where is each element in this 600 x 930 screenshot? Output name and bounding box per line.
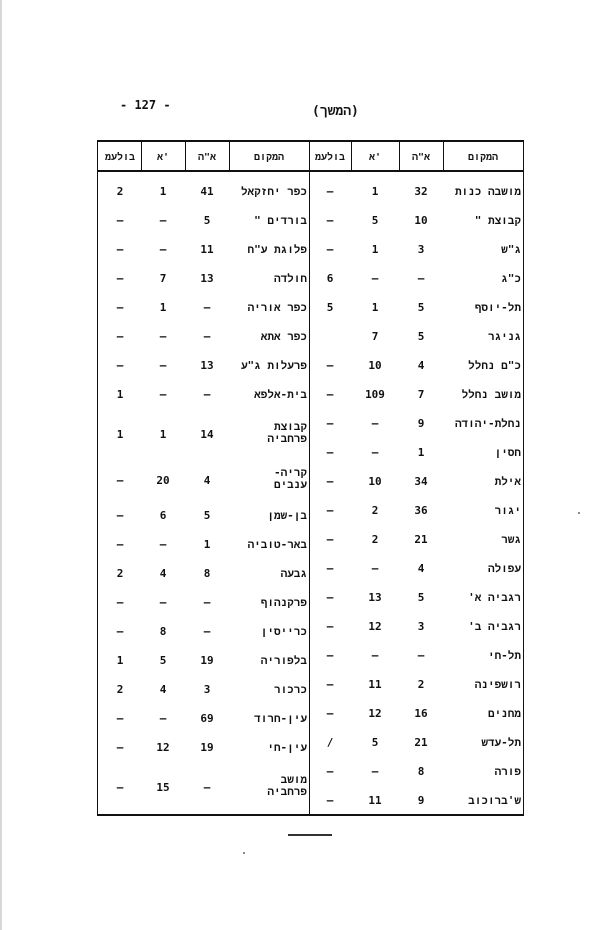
boletz-value: — — [326, 243, 334, 256]
aleph-value: 109 — [365, 388, 385, 401]
aleph-value: 1 — [159, 185, 167, 198]
continued-header: (המשך) — [312, 104, 359, 119]
aleph-heh-value: 5 — [203, 509, 211, 522]
header-bottom-rule — [97, 170, 524, 172]
column-rule — [229, 140, 230, 170]
place-name: תל-עדש — [481, 736, 521, 749]
boletz-value: — — [116, 509, 124, 522]
boletz-value: — — [326, 620, 334, 633]
boletz-value: — — [326, 185, 334, 198]
boletz-value: — — [326, 765, 334, 778]
aleph-value: 5 — [371, 736, 379, 749]
aleph-value: — — [159, 712, 167, 725]
boletz-value: 1 — [116, 388, 124, 401]
place-name: פרקנהוף — [260, 596, 307, 609]
page-number: - 127 - — [120, 98, 171, 112]
aleph-value: 1 — [159, 428, 167, 441]
column-rule — [351, 140, 352, 170]
boletz-value: — — [326, 649, 334, 662]
column-rule — [309, 140, 310, 816]
column-rule — [443, 140, 444, 170]
aleph-value: 8 — [159, 625, 167, 638]
aleph-value: — — [159, 243, 167, 256]
header-place-left: המקום — [253, 152, 284, 163]
column-rule — [399, 140, 400, 170]
boletz-value: 5 — [326, 301, 334, 314]
place-name: תל-חי — [487, 649, 521, 662]
header-aleph-left: א' — [156, 152, 170, 163]
header-aleph-heh-right: א"ה — [411, 152, 431, 163]
place-name: פורה — [494, 765, 521, 778]
place-name: כפר אוריה — [247, 301, 307, 314]
aleph-heh-value: — — [203, 781, 211, 794]
boletz-value: — — [326, 475, 334, 488]
place-name-line2: פרחביה — [267, 432, 307, 445]
aleph-heh-value: 9 — [417, 794, 425, 807]
aleph-value: — — [159, 330, 167, 343]
aleph-value: 1 — [371, 301, 379, 314]
aleph-heh-value: — — [203, 330, 211, 343]
place-name: חסין — [494, 446, 521, 459]
aleph-heh-value: — — [417, 272, 425, 285]
aleph-value: — — [371, 272, 379, 285]
column-rule — [185, 140, 186, 170]
boletz-value: / — [326, 736, 334, 749]
scan-speck — [243, 852, 245, 854]
column-rule — [141, 140, 142, 170]
place-name: ש'ברוכוב — [468, 794, 521, 807]
aleph-value: — — [371, 446, 379, 459]
aleph-heh-value: — — [417, 649, 425, 662]
scan-speck — [578, 512, 580, 514]
aleph-heh-value: 1 — [417, 446, 425, 459]
aleph-heh-value: 5 — [203, 214, 211, 227]
aleph-heh-value: 10 — [414, 214, 428, 227]
place-name: גבעה — [280, 567, 307, 580]
aleph-value: — — [371, 562, 379, 575]
place-name: עין-חרוד — [254, 712, 307, 725]
table-bottom-rule — [97, 814, 524, 816]
header-boletz-right: בולעמ — [314, 152, 345, 163]
place-name: ג"ש — [501, 243, 521, 256]
place-name: עין-חי — [267, 741, 307, 754]
aleph-heh-value: — — [203, 596, 211, 609]
aleph-value: 11 — [368, 794, 382, 807]
place-name: קריה- — [273, 466, 307, 479]
boletz-value: — — [116, 359, 124, 372]
aleph-heh-value: 3 — [417, 620, 425, 633]
header-place-right: המקום — [467, 152, 498, 163]
place-name: מחנים — [487, 707, 521, 720]
aleph-heh-value: 13 — [200, 272, 214, 285]
place-name: מושבה כנות — [454, 185, 521, 198]
table-top-rule — [97, 140, 524, 142]
aleph-heh-value: 4 — [203, 474, 211, 487]
aleph-value: — — [159, 388, 167, 401]
place-name: נחלת-יהודה — [454, 417, 521, 430]
aleph-heh-value: 21 — [414, 736, 428, 749]
aleph-value: — — [159, 538, 167, 551]
aleph-heh-value: 8 — [203, 567, 211, 580]
place-name: רגביה א' — [468, 591, 521, 604]
page-edge — [0, 0, 2, 930]
place-name: פרעלות ג"ע — [240, 359, 307, 372]
aleph-heh-value: 41 — [200, 185, 214, 198]
place-name: בורדים " — [254, 214, 307, 227]
boletz-value: — — [116, 625, 124, 638]
aleph-value: 6 — [159, 509, 167, 522]
place-name: בית-אלפא — [254, 388, 307, 401]
boletz-value: — — [116, 781, 124, 794]
boletz-value: — — [326, 417, 334, 430]
place-name: קבוצת — [273, 420, 307, 433]
aleph-heh-value: 8 — [417, 765, 425, 778]
aleph-value: 20 — [156, 474, 170, 487]
place-name: בן-שמן — [267, 509, 307, 522]
aleph-heh-value: 5 — [417, 301, 425, 314]
header-aleph-right: א' — [368, 152, 382, 163]
boletz-value: — — [326, 562, 334, 575]
boletz-value: — — [326, 678, 334, 691]
place-name: פלוגת ע"ח — [247, 243, 307, 256]
boletz-value: — — [326, 794, 334, 807]
aleph-heh-value: 36 — [414, 504, 428, 517]
aleph-heh-value: 9 — [417, 417, 425, 430]
aleph-heh-value: 19 — [200, 741, 214, 754]
aleph-heh-value: 34 — [414, 475, 428, 488]
boletz-value: — — [116, 712, 124, 725]
boletz-value: — — [326, 707, 334, 720]
aleph-value: 1 — [371, 185, 379, 198]
place-name: גניגר — [487, 330, 521, 343]
aleph-value: 1 — [371, 243, 379, 256]
aleph-value: 15 — [156, 781, 170, 794]
aleph-value: 5 — [371, 214, 379, 227]
place-name: כ"ם נחלל — [468, 359, 521, 372]
place-name: כפר יחזקאל — [240, 185, 307, 198]
boletz-value: — — [116, 330, 124, 343]
place-name: מושב נחלל — [461, 388, 521, 401]
place-name: באר-טוביה — [247, 538, 307, 551]
place-name: עפולה — [487, 562, 521, 575]
boletz-value: — — [116, 596, 124, 609]
boletz-value: — — [326, 591, 334, 604]
boletz-value: — — [326, 504, 334, 517]
aleph-heh-value: 3 — [203, 683, 211, 696]
aleph-value: 13 — [368, 591, 382, 604]
aleph-value: 4 — [159, 683, 167, 696]
column-rule — [97, 140, 98, 816]
place-name: חולדה — [273, 272, 307, 285]
aleph-value: — — [159, 359, 167, 372]
place-name: כפר אתא — [260, 330, 307, 343]
place-name: יגור — [494, 504, 521, 517]
aleph-value: — — [159, 214, 167, 227]
place-name: כרכור — [273, 683, 307, 696]
place-name: בלפוריה — [260, 654, 307, 667]
aleph-value: — — [371, 649, 379, 662]
aleph-heh-value: 3 — [417, 243, 425, 256]
boletz-value: — — [116, 474, 124, 487]
place-name-line2: פרחביה — [267, 785, 307, 798]
aleph-value: 2 — [371, 533, 379, 546]
column-rule — [523, 140, 524, 816]
place-name: כרייסין — [260, 625, 307, 638]
boletz-value: — — [326, 446, 334, 459]
place-name: כ"ג — [501, 272, 521, 285]
aleph-heh-value: 13 — [200, 359, 214, 372]
aleph-value: 7 — [371, 330, 379, 343]
boletz-value: — — [116, 272, 124, 285]
boletz-value: — — [116, 741, 124, 754]
aleph-value: 12 — [368, 707, 382, 720]
boletz-value: 1 — [116, 428, 124, 441]
footer-rule — [288, 834, 332, 836]
aleph-value: 10 — [368, 359, 382, 372]
boletz-value: — — [326, 359, 334, 372]
aleph-heh-value: 14 — [200, 428, 214, 441]
data-table — [97, 140, 524, 816]
boletz-value: — — [116, 214, 124, 227]
header-aleph-heh-left: א"ה — [197, 152, 217, 163]
place-name: רושפינה — [474, 678, 521, 691]
aleph-value: — — [159, 596, 167, 609]
place-name: מושב — [280, 773, 307, 786]
aleph-heh-value: 7 — [417, 388, 425, 401]
aleph-heh-value: 32 — [414, 185, 428, 198]
place-name: תל-יוסף — [474, 301, 521, 314]
place-name: גשר — [501, 533, 521, 546]
aleph-heh-value: 4 — [417, 562, 425, 575]
aleph-value: 12 — [368, 620, 382, 633]
aleph-value: 10 — [368, 475, 382, 488]
aleph-heh-value: — — [203, 388, 211, 401]
boletz-value: — — [326, 533, 334, 546]
boletz-value: — — [116, 301, 124, 314]
boletz-value: — — [326, 388, 334, 401]
aleph-value: 5 — [159, 654, 167, 667]
aleph-heh-value: 19 — [200, 654, 214, 667]
aleph-heh-value: 5 — [417, 591, 425, 604]
boletz-value: 6 — [326, 272, 334, 285]
aleph-value: — — [371, 765, 379, 778]
aleph-heh-value: 16 — [414, 707, 428, 720]
place-name: קבוצת " — [474, 214, 521, 227]
boletz-value: 2 — [116, 185, 124, 198]
boletz-value: — — [116, 538, 124, 551]
place-name: אילת — [494, 475, 521, 488]
aleph-heh-value: 11 — [200, 243, 214, 256]
aleph-heh-value: 21 — [414, 533, 428, 546]
place-name-line2: ענבים — [273, 478, 307, 491]
boletz-value: 2 — [116, 567, 124, 580]
aleph-heh-value: 4 — [417, 359, 425, 372]
aleph-heh-value: 2 — [417, 678, 425, 691]
place-name: רגביה ב' — [468, 620, 521, 633]
aleph-value: 2 — [371, 504, 379, 517]
aleph-value: 1 — [159, 301, 167, 314]
aleph-heh-value: — — [203, 625, 211, 638]
boletz-value: — — [116, 243, 124, 256]
boletz-value: 1 — [116, 654, 124, 667]
aleph-value: 7 — [159, 272, 167, 285]
aleph-heh-value: 5 — [417, 330, 425, 343]
aleph-value: — — [371, 417, 379, 430]
aleph-heh-value: 69 — [200, 712, 214, 725]
boletz-value: 2 — [116, 683, 124, 696]
header-boletz-left: בולעמ — [104, 152, 135, 163]
aleph-value: 11 — [368, 678, 382, 691]
aleph-heh-value: — — [203, 301, 211, 314]
aleph-value: 4 — [159, 567, 167, 580]
aleph-heh-value: 1 — [203, 538, 211, 551]
boletz-value: — — [326, 214, 334, 227]
aleph-value: 12 — [156, 741, 170, 754]
